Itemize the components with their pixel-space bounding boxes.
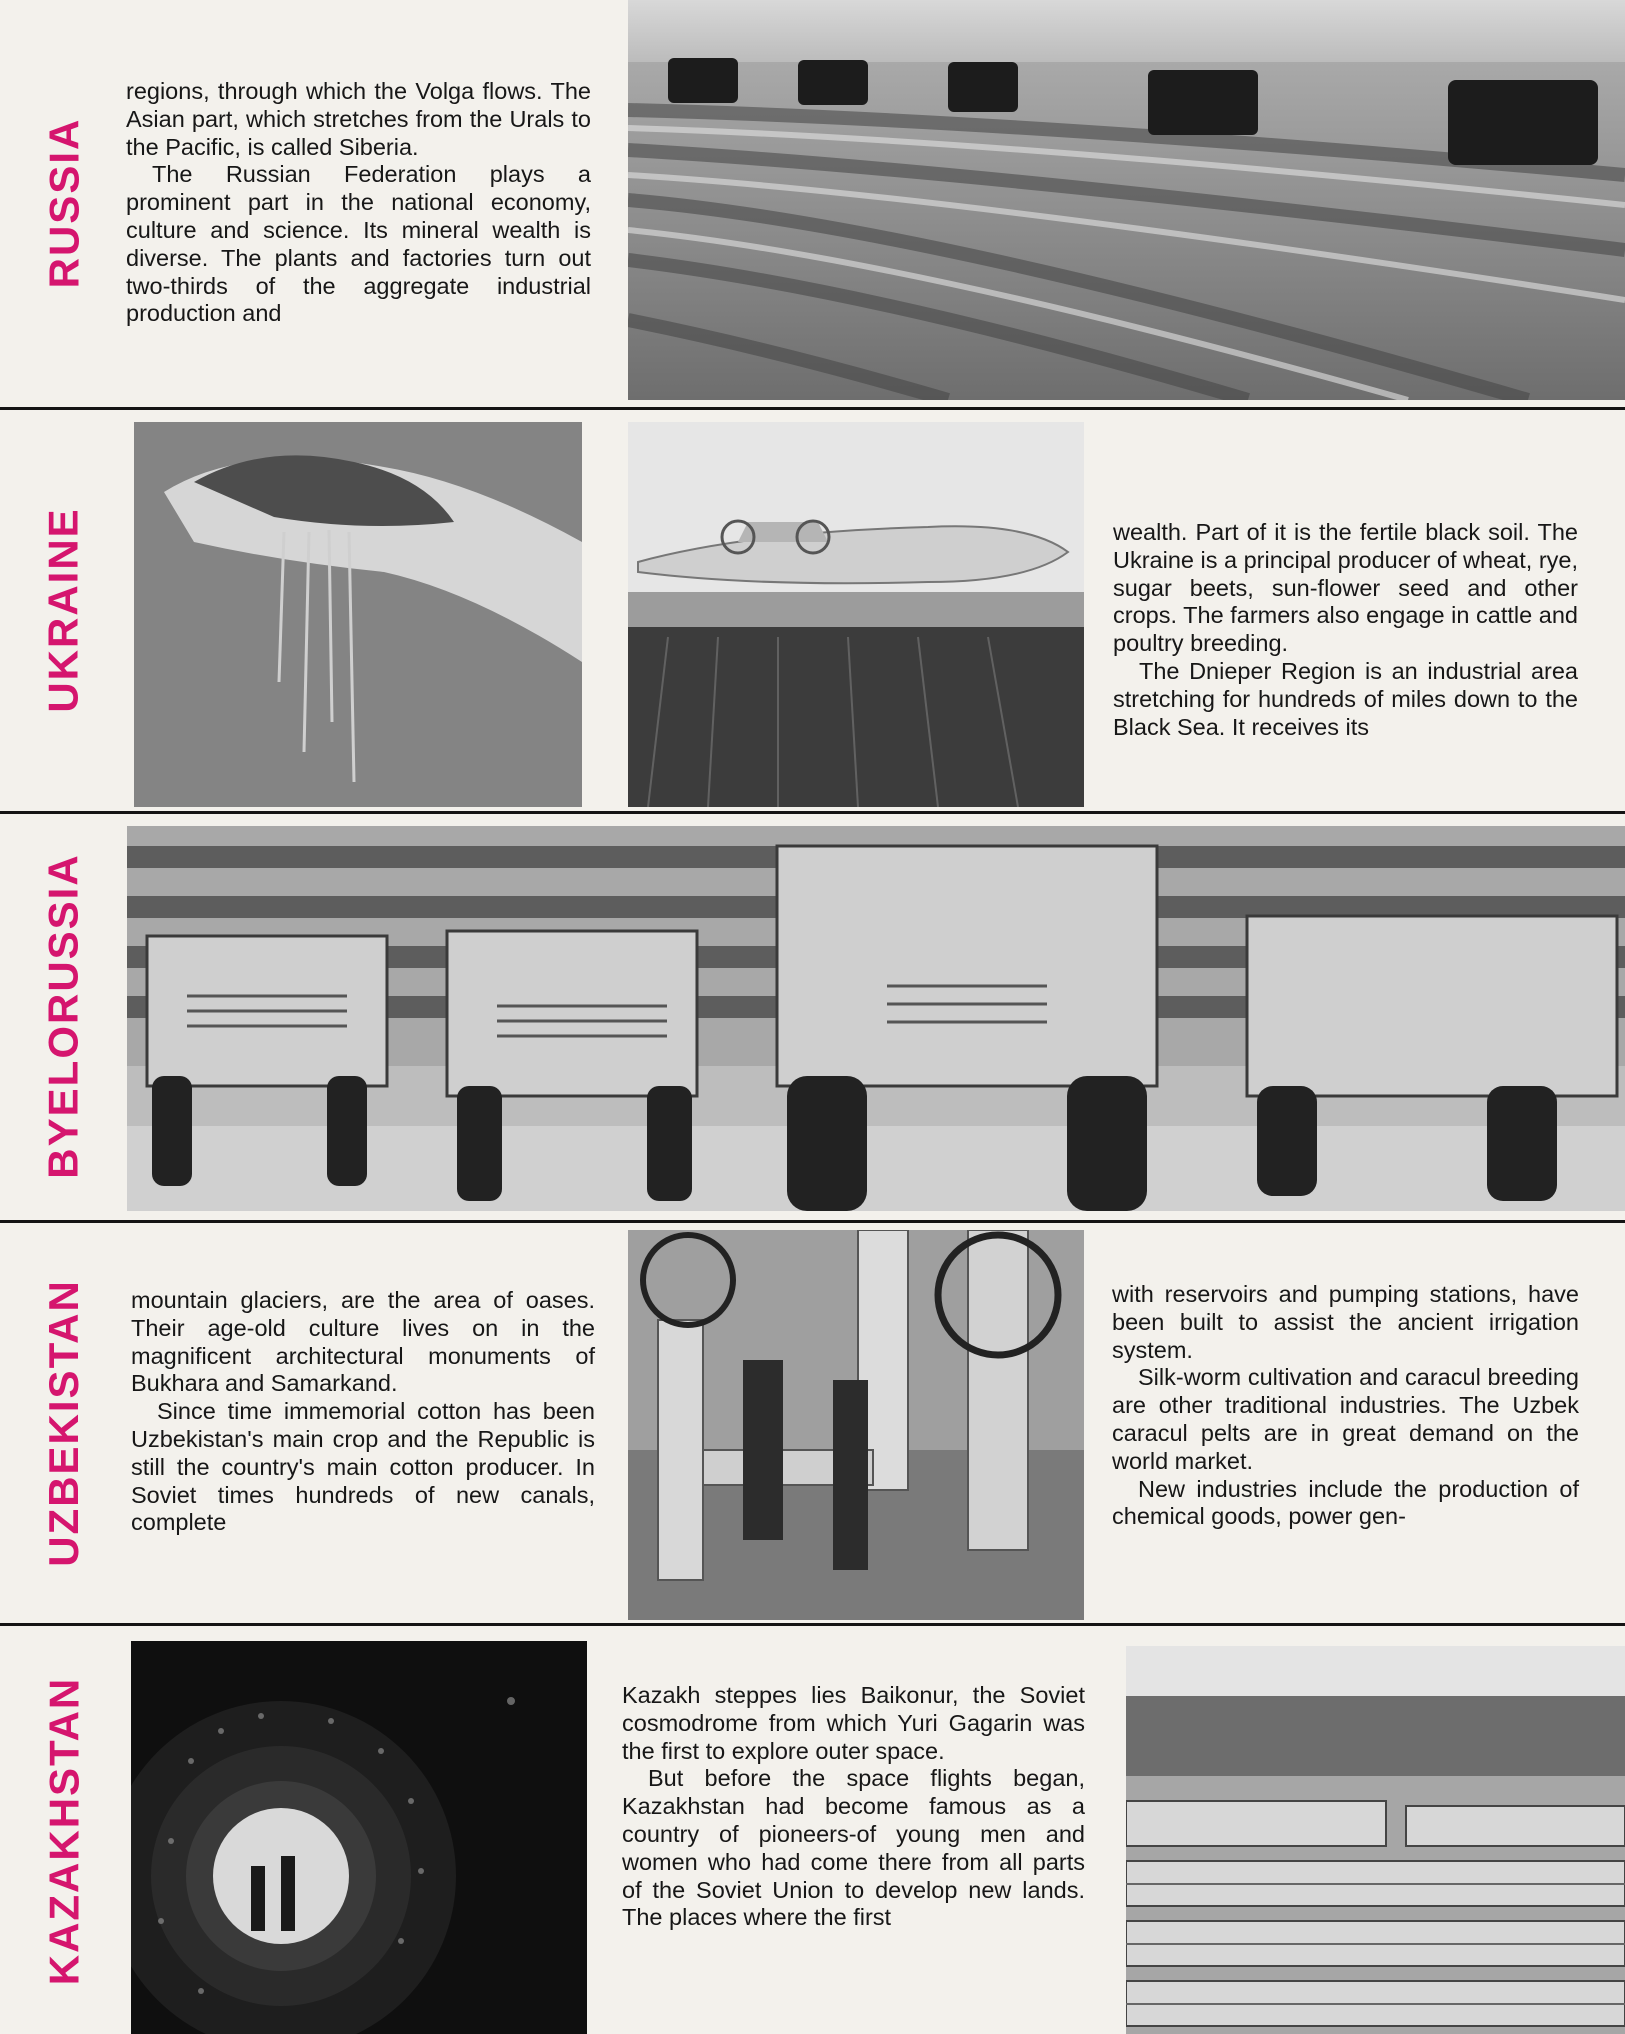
- section-label-ukraine: UKRAINE: [40, 506, 87, 713]
- section-divider: [0, 407, 1625, 410]
- paragraph: But before the space flights began, Kazakhstan had become famous as a country of pioneers-of young men and women who had come there from all parts of the Soviet Union to develop new lands. The places where the first: [622, 1765, 1085, 1931]
- paragraph: wealth. Part of it is the fertile black soil. The Ukraine is a principal producer of wheat, rye, sugar beets, sun-flower seed and other crops. The farmers also engage in cattle and poultry breeding.: [1113, 519, 1578, 657]
- section-russia: [0, 0, 1625, 405]
- section-divider: [0, 1220, 1625, 1223]
- airplane-photo: [628, 422, 1084, 807]
- tunnel-photo: [131, 1641, 587, 2034]
- harvest-field-photo: [628, 0, 1625, 400]
- dump-trucks-photo: [127, 826, 1625, 1211]
- section-label-uzbekistan: UZBEKISTAN: [40, 1278, 88, 1567]
- section-kazakhstan: [0, 1628, 1625, 2034]
- section-byelorussia: [0, 816, 1625, 1216]
- paragraph: mountain glaciers, are the area of oases. Their age-old culture lives on in the magnificent architectural monuments of Bukhara and Samarkand.: [131, 1287, 595, 1397]
- pipes-valves-photo: [628, 1230, 1084, 1620]
- section-uzbekistan: [0, 1225, 1625, 1620]
- grain-hand-photo: [134, 422, 582, 807]
- section-divider: [0, 811, 1625, 814]
- uzbekistan-text-right: [1112, 1281, 1579, 1531]
- paragraph: The Russian Federation plays a prominent part in the national economy, culture and science. Its mineral wealth is diverse. The plants and factories turn out two-thirds of the aggregate industrial production and: [126, 161, 591, 327]
- section-divider: [0, 1623, 1625, 1626]
- section-ukraine: [0, 412, 1625, 807]
- kazakhstan-text: [622, 1682, 1085, 1932]
- paragraph: regions, through which the Volga flows. The Asian part, which stretches from the Urals to the Pacific, is called Siberia.: [126, 78, 591, 160]
- ukraine-text: [1113, 519, 1578, 741]
- section-label-kazakhstan: KAZAKHSTAN: [40, 1676, 87, 1986]
- paragraph: with reservoirs and pumping stations, have been built to assist the ancient irrigation system.: [1112, 1281, 1579, 1363]
- town-buildings-photo: [1126, 1646, 1625, 2034]
- uzbekistan-text-left: [131, 1287, 595, 1537]
- paragraph: Kazakh steppes lies Baikonur, the Soviet cosmodrome from which Yuri Gagarin was the first to explore outer space.: [622, 1682, 1085, 1764]
- paragraph: Silk-worm cultivation and caracul breeding are other traditional industries. The Uzbek caracul pelts are in great demand on the world market.: [1112, 1364, 1579, 1474]
- section-label-russia: RUSSIA: [40, 117, 88, 288]
- section-label-byelorussia: BYELORUSSIA: [40, 853, 87, 1179]
- paragraph: New industries include the production of chemical goods, power gen-: [1112, 1475, 1579, 1530]
- paragraph: The Dnieper Region is an industrial area stretching for hundreds of miles down to the Black Sea. It receives its: [1113, 657, 1578, 740]
- russia-text: [126, 78, 591, 328]
- paragraph: Since time immemorial cotton has been Uzbekistan's main crop and the Republic is still the country's main cotton producer. In Soviet times hundreds of new canals, complete: [131, 1398, 595, 1536]
